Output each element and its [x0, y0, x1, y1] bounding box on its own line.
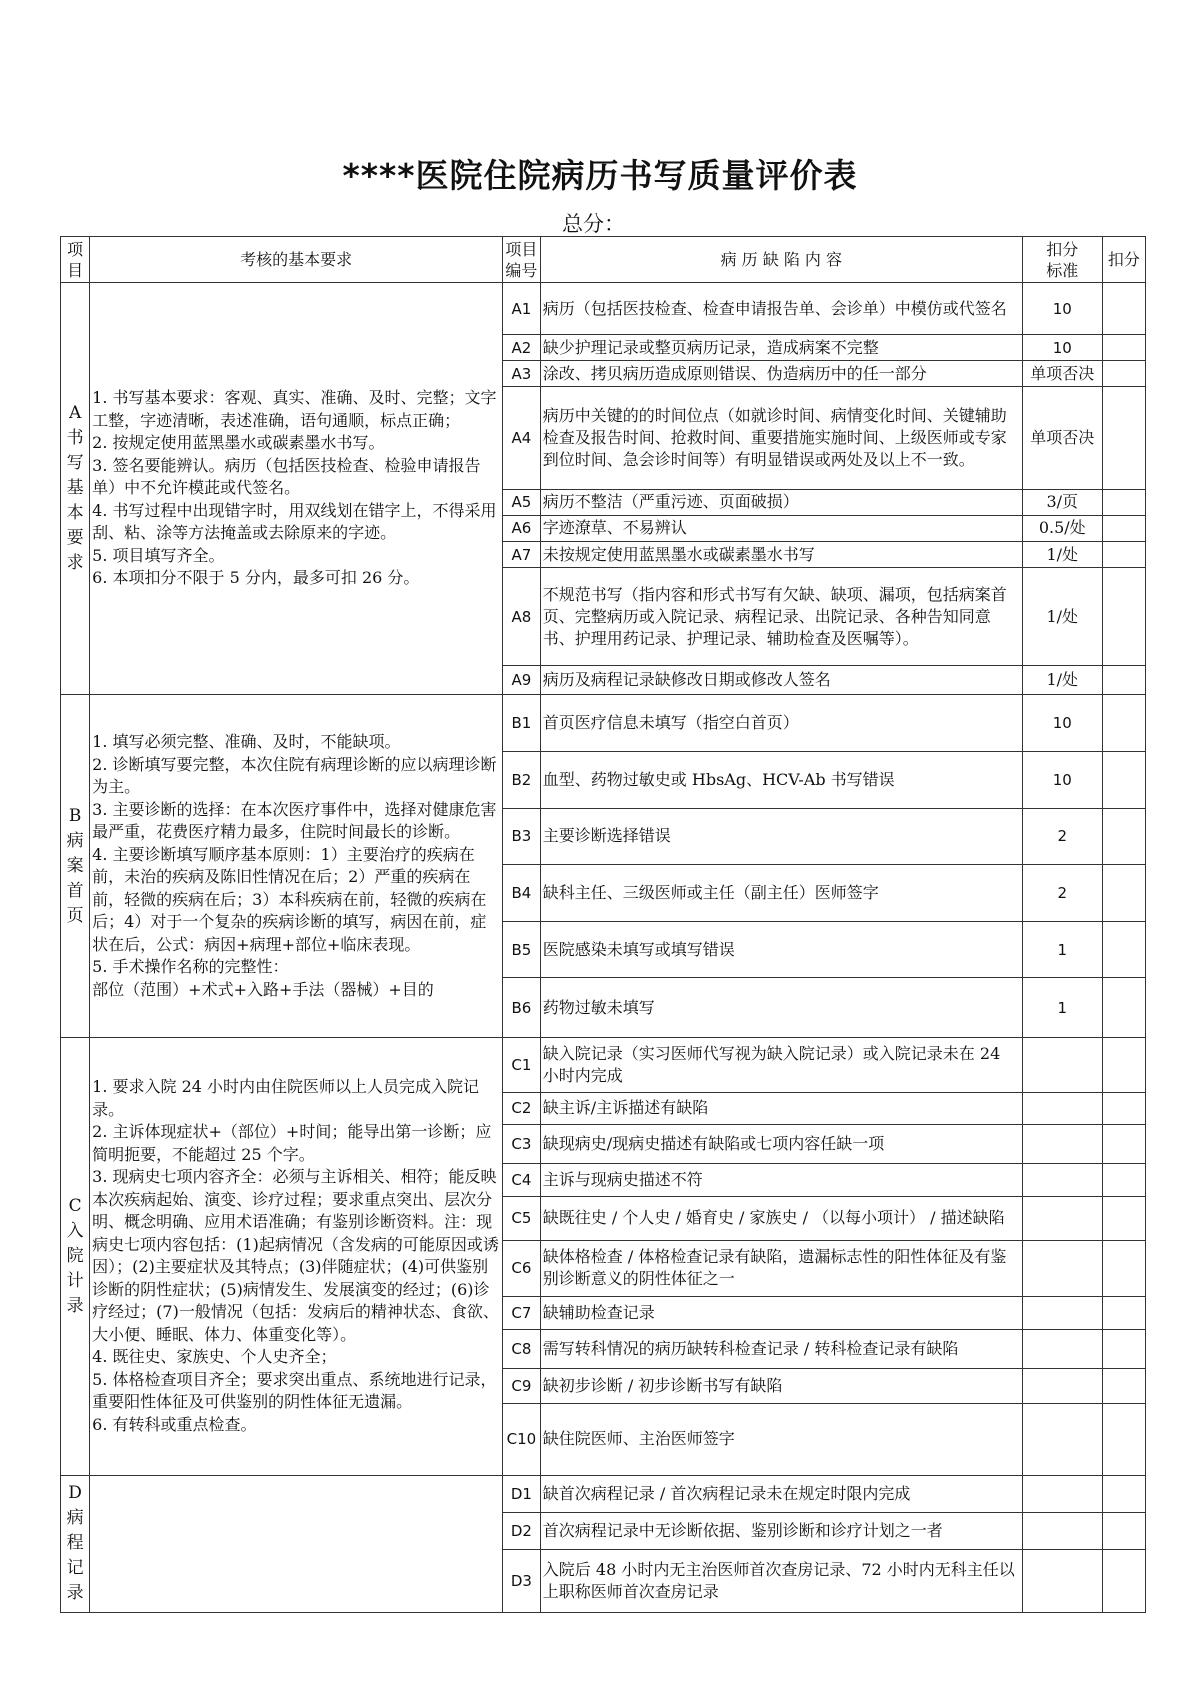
item-deduct-cell[interactable] [1102, 1297, 1145, 1330]
item-deduct-cell[interactable] [1102, 515, 1145, 541]
item-code: C1 [502, 1038, 540, 1092]
section-title-char: 录 [66, 1295, 84, 1316]
section-title-char: 病 [66, 830, 84, 851]
item-defect: 缺首次病程记录 / 首次病程记录未在规定时限内完成 [540, 1475, 1022, 1512]
header-category: 项 目 [61, 237, 90, 283]
section-requirements-c: 1. 要求入院 24 小时内由住院医师以上人员完成入院记录。 2. 主诉体现症状+（部位）+时间；能导出第一诊断；应简明扼要，不能超过 25 个字。 3. 现病史七项内容齐全：必须与主诉相关、相符；能反映本次疾病起始、演变、诊疗过程；要求重点突出、层次分明、概念明确、应用术语准确；有鉴别诊断资料。注：现病史七项内容包括：(1)起病情况（含发病的可能原因或诱因）；(2)主要症状及其特点；(3)伴随症状；(4)可供鉴别诊断的阴性症状；(5)病情发生、发展演变的经过；(6)诊疗经过；(7)一般情况（包括：发病后的精神状态、食欲、大小便、睡眠、体力、体重变化等）。 4. 既往史、家族史、个人史齐全； 5. 体格检查项目齐全；要求突出重点、系统地进行记录，重要阳性体征及可供鉴别的阴性体征无遗漏。 6. 有转科或重点检查。 [90, 1038, 503, 1475]
section-code: B [68, 805, 82, 826]
table-row [61, 1475, 1146, 1512]
item-standard [1022, 1512, 1102, 1549]
item-deduct-cell[interactable] [1102, 1038, 1145, 1092]
item-standard [1022, 1125, 1102, 1164]
item-standard: 1 [1022, 978, 1102, 1038]
section-code: D [68, 1483, 82, 1504]
item-deduct-cell[interactable] [1102, 1403, 1145, 1475]
item-code: C8 [502, 1329, 540, 1368]
section-title-char: 书 [66, 428, 84, 449]
section-title-char: 首 [66, 880, 84, 901]
item-deduct-cell[interactable] [1102, 666, 1145, 695]
item-deduct-cell[interactable] [1102, 1164, 1145, 1197]
item-deduct-cell[interactable] [1102, 283, 1145, 335]
item-code: A7 [502, 541, 540, 567]
item-code: C3 [502, 1125, 540, 1164]
item-code: C10 [502, 1403, 540, 1475]
item-deduct-cell[interactable] [1102, 1475, 1145, 1512]
item-standard [1022, 1549, 1102, 1612]
item-code: D3 [502, 1549, 540, 1612]
section-title-char: 写 [66, 453, 84, 474]
section-requirements-b: 1. 填写必须完整、准确、及时，不能缺项。 2. 诊断填写要完整，本次住院有病理诊断的应以病理诊断为主。 3. 主要诊断的选择：在本次医疗事件中，选择对健康危害最严重，花费医疗精力最多，住院时间最长的诊断。 4. 主要诊断填写顺序基本原则：1）主要治疗的疾病在前，未治的疾病及陈旧性情况在后；2）严重的疾病在前，轻微的疾病在后；3）本科疾病在前，轻微的疾病在后；4）对于一个复杂的疾病诊断的填写，病因在前，症状在后，公式：病因+病理+部位+临床表现。 5. 手术操作名称的完整性： 部位（范围）+术式+入路+手法（器械）+目的 [90, 695, 503, 1038]
section-requirements-a: 1. 书写基本要求：客观、真实、准确、及时、完整；文字工整，字迹清晰，表述准确，语句通顺，标点正确； 2. 按规定使用蓝黑墨水或碳素墨水书写。 3. 签名要能辨认。病历（包括医技检查、检验申请报告单）中不允许模茈或代签名。 4. 书写过程中出现错字时，用双线划在错字上，不得采用刮、粘、涂等方法掩盖或去除原来的字迹。 5. 项目填写齐全。 6. 本项扣分不限于 5 分内，最多可扣 26 分。 [90, 283, 503, 695]
section-category-c [61, 1038, 90, 1475]
table-row [61, 283, 1146, 335]
item-deduct-cell[interactable] [1102, 1549, 1145, 1612]
item-code: B6 [502, 978, 540, 1038]
item-defect: 医院感染未填写或填写错误 [540, 921, 1022, 978]
item-defect: 需写转科情况的病历缺转科检查记录 / 转科检查记录有缺陷 [540, 1329, 1022, 1368]
total-score-label: 总分： [562, 212, 625, 236]
item-defect: 缺住院医师、主治医师签字 [540, 1403, 1022, 1475]
item-standard [1022, 1092, 1102, 1125]
item-standard: 1/处 [1022, 568, 1102, 666]
item-deduct-cell[interactable] [1102, 1329, 1145, 1368]
item-defect: 缺既往史 / 个人史 / 婚育史 / 家族史 / （以每小项计） / 描述缺陷 [540, 1197, 1022, 1241]
item-defect: 缺辅助检查记录 [540, 1297, 1022, 1330]
item-defect: 缺主诉/主诉描述有缺陷 [540, 1092, 1022, 1125]
item-standard: 10 [1022, 695, 1102, 752]
item-code: C2 [502, 1092, 540, 1125]
section-title-char: 院 [66, 1245, 84, 1266]
header-code: 项目 编号 [502, 237, 540, 283]
item-standard: 10 [1022, 335, 1102, 361]
item-deduct-cell[interactable] [1102, 568, 1145, 666]
item-standard: 1 [1022, 921, 1102, 978]
header-requirements: 考核的基本要求 [90, 237, 503, 283]
item-defect: 缺现病史/现病史描述有缺陷或七项内容任缺一项 [540, 1125, 1022, 1164]
item-defect: 缺科主任、三级医师或主任（副主任）医师签字 [540, 865, 1022, 922]
item-standard: 1/处 [1022, 541, 1102, 567]
section-category-d [61, 1475, 90, 1612]
table-row [61, 1038, 1146, 1092]
item-code: B1 [502, 695, 540, 752]
item-standard [1022, 1197, 1102, 1241]
item-standard: 单项否决 [1022, 387, 1102, 489]
section-title-char: 记 [66, 1558, 84, 1579]
item-standard: 单项否决 [1022, 361, 1102, 387]
item-standard [1022, 1369, 1102, 1404]
item-defect: 病历中关键的的时间位点（如就诊时间、病情变化时间、关键辅助检查及报告时间、抢救时间、重要措施实施时间、上级医师或专家到位时间、急会诊时间等）有明显错误或两处及以上不一致。 [540, 387, 1022, 489]
item-code: A1 [502, 283, 540, 335]
item-code: C5 [502, 1197, 540, 1241]
item-deduct-cell[interactable] [1102, 541, 1145, 567]
item-defect: 缺体格检查 / 体格检查记录有缺陷，遗漏标志性的阳性体征及有鉴别诊断意义的阴性体征之一 [540, 1240, 1022, 1297]
item-standard: 1/处 [1022, 666, 1102, 695]
item-code: C7 [502, 1297, 540, 1330]
item-standard [1022, 1240, 1102, 1297]
item-standard: 2 [1022, 808, 1102, 865]
item-deduct-cell[interactable] [1102, 361, 1145, 387]
item-standard: 2 [1022, 865, 1102, 922]
item-code: D1 [502, 1475, 540, 1512]
header-deduct: 扣分 [1102, 237, 1145, 283]
item-code: B4 [502, 865, 540, 922]
header-standard: 扣分 标准 [1022, 237, 1102, 283]
item-deduct-cell[interactable] [1102, 1197, 1145, 1241]
item-deduct-cell[interactable] [1102, 921, 1145, 978]
item-defect: 首页医疗信息未填写（指空白首页） [540, 695, 1022, 752]
item-deduct-cell[interactable] [1102, 1512, 1145, 1549]
item-defect: 病历（包括医技检查、检查申请报告单、会诊单）中模仿或代签名 [540, 283, 1022, 335]
evaluation-table [60, 236, 1146, 1613]
item-code: C9 [502, 1369, 540, 1404]
item-standard [1022, 1297, 1102, 1330]
item-deduct-cell[interactable] [1102, 752, 1145, 809]
section-title-char: 基 [66, 478, 84, 499]
item-deduct-cell[interactable] [1102, 1125, 1145, 1164]
section-title-char: 病 [66, 1508, 84, 1529]
item-deduct-cell[interactable] [1102, 695, 1145, 752]
item-code: C6 [502, 1240, 540, 1297]
section-title-char: 程 [66, 1533, 84, 1554]
item-defect: 主要诊断选择错误 [540, 808, 1022, 865]
item-defect: 缺少护理记录或整页病历记录，造成病案不完整 [540, 335, 1022, 361]
item-deduct-cell[interactable] [1102, 387, 1145, 489]
section-title-char: 案 [66, 855, 84, 876]
section-code: C [68, 1195, 82, 1216]
item-deduct-cell[interactable] [1102, 335, 1145, 361]
page-title: ****医院住院病历书写质量评价表 [342, 156, 858, 195]
item-standard: 10 [1022, 283, 1102, 335]
section-requirements-d [90, 1475, 503, 1612]
item-code: A9 [502, 666, 540, 695]
item-defect: 字迹潦草、不易辨认 [540, 515, 1022, 541]
item-code: A3 [502, 361, 540, 387]
section-title-char: 本 [66, 503, 84, 524]
table-row [61, 695, 1146, 752]
item-code: A8 [502, 568, 540, 666]
item-defect: 未按规定使用蓝黑墨水或碳素墨水书写 [540, 541, 1022, 567]
item-code: A2 [502, 335, 540, 361]
item-defect: 不规范书写（指内容和形式书写有欠缺、缺项、漏项，包括病案首页、完整病历或入院记录、病程记录、出院记录、各种告知同意书、护理用药记录、护理记录、辅助检查及医嘱等）。 [540, 568, 1022, 666]
section-title-char: 求 [66, 553, 84, 574]
item-deduct-cell[interactable] [1102, 808, 1145, 865]
item-deduct-cell[interactable] [1102, 1092, 1145, 1125]
item-standard [1022, 1038, 1102, 1092]
item-defect: 首次病程记录中无诊断依据、鉴别诊断和诊疗计划之一者 [540, 1512, 1022, 1549]
section-title-char: 录 [66, 1583, 84, 1604]
item-defect: 药物过敏未填写 [540, 978, 1022, 1038]
item-code: A5 [502, 489, 540, 515]
header-defect: 病 历 缺 陷 内 容 [540, 237, 1022, 283]
section-code: A [68, 403, 82, 424]
item-standard [1022, 1329, 1102, 1368]
section-title-char: 入 [66, 1220, 84, 1241]
item-code: B2 [502, 752, 540, 809]
section-category-a [61, 283, 90, 695]
item-deduct-cell[interactable] [1102, 865, 1145, 922]
item-standard: 10 [1022, 752, 1102, 809]
item-deduct-cell[interactable] [1102, 489, 1145, 515]
item-standard [1022, 1164, 1102, 1197]
section-title-char: 计 [66, 1270, 84, 1291]
item-standard [1022, 1403, 1102, 1475]
item-defect: 病历不整洁（严重污迹、页面破损） [540, 489, 1022, 515]
item-code: D2 [502, 1512, 540, 1549]
section-title-char: 要 [66, 528, 84, 549]
item-defect: 缺入院记录（实习医师代写视为缺入院记录）或入院记录未在 24 小时内完成 [540, 1038, 1022, 1092]
item-standard: 3/页 [1022, 489, 1102, 515]
item-standard [1022, 1475, 1102, 1512]
item-code: B3 [502, 808, 540, 865]
section-category-b [61, 695, 90, 1038]
item-defect: 病历及病程记录缺修改日期或修改人签名 [540, 666, 1022, 695]
item-standard: 0.5/处 [1022, 515, 1102, 541]
item-defect: 入院后 48 小时内无主治医师首次查房记录、72 小时内无科主任以上职称医师首次查房记录 [540, 1549, 1022, 1612]
item-defect: 血型、药物过敏史或 HbsAg、HCV-Ab 书写错误 [540, 752, 1022, 809]
item-code: B5 [502, 921, 540, 978]
item-code: A4 [502, 387, 540, 489]
item-deduct-cell[interactable] [1102, 1369, 1145, 1404]
item-deduct-cell[interactable] [1102, 1240, 1145, 1297]
item-deduct-cell[interactable] [1102, 978, 1145, 1038]
item-defect: 主诉与现病史描述不符 [540, 1164, 1022, 1197]
item-code: C4 [502, 1164, 540, 1197]
item-code: A6 [502, 515, 540, 541]
item-defect: 缺初步诊断 / 初步诊断书写有缺陷 [540, 1369, 1022, 1404]
section-title-char: 页 [66, 905, 84, 926]
table-header-row [61, 237, 1146, 283]
item-defect: 涂改、拷贝病历造成原则错误、伪造病历中的任一部分 [540, 361, 1022, 387]
